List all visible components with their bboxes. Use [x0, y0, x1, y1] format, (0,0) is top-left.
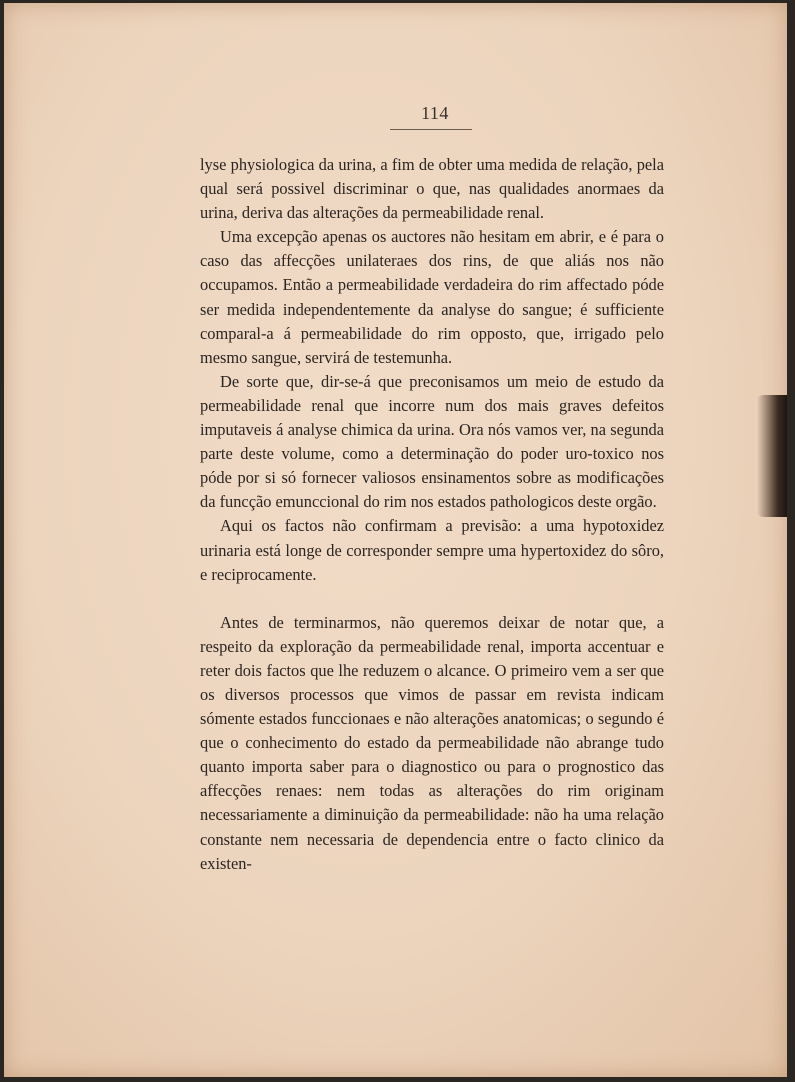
- page-number: 114: [421, 103, 449, 123]
- paragraph-4: Aqui os factos não confirmam a previsão: a uma hypotoxidez urinaria está longe de corresponder sempre uma hypertoxidez do sôro, e reciprocamente.: [200, 516, 664, 584]
- paragraph-3: De sorte que, dir-se-á que preconisamos um meio de estudo da permeabilidade renal que incorre num dos mais graves defeitos imputaveis á analyse chimica da urina. Ora nós vamos ver, na segunda parte deste volume, como a determinação do poder uro-toxico nos póde por si só fornecer valiosos ensinamentos sobre as modificações da funcção emunccional do rim nos estados pathologicos deste orgão.: [200, 371, 664, 512]
- paragraph-1: lyse physiologica da urina, a fim de obter uma medida de relação, pela qual será possivel discriminar o que, nas qualidades anormaes da urina, deriva das alterações da permeabilidade renal.: [200, 155, 664, 223]
- header-rule: [390, 129, 472, 130]
- paragraph-2: Uma excepção apenas os auctores não hesitam em abrir, e é para o caso das affecções unilateraes dos rins, de que aliás nos não occupamos. Então a permeabilidade verdadeira do rim affectado póde ser medida independentemente da analyse do sangue; é sufficiente comparal-a á permeabilidade do rim opposto, que, irrigado pelo mesmo sangue, servirá de testemunha.: [200, 227, 664, 367]
- binding-edge: [757, 395, 787, 517]
- book-page: [4, 3, 787, 1077]
- paragraph-5: Antes de terminarmos, não queremos deixar de notar que, a respeito da exploração da permeabilidade renal, importa accentuar e reter dois factos que lhe reduzem o alcance. O primeiro vem a ser que os diversos processos que vimos de passar em revista indicam sómente estados funccionaes e não alterações anatomicas; o segundo é que o conhecimento do estado da permeabilidade não abrange tudo quanto importa saber para o diagnostico ou para o prognostico das affecções renaes: nem todas as alterações do rim originam necessariamente a diminuição da permeabilidade: não ha uma relação constante nem necessaria de dependencia entre o facto clinico da existen-: [200, 612, 664, 873]
- body-text: [200, 153, 664, 876]
- section-gap: [200, 587, 664, 611]
